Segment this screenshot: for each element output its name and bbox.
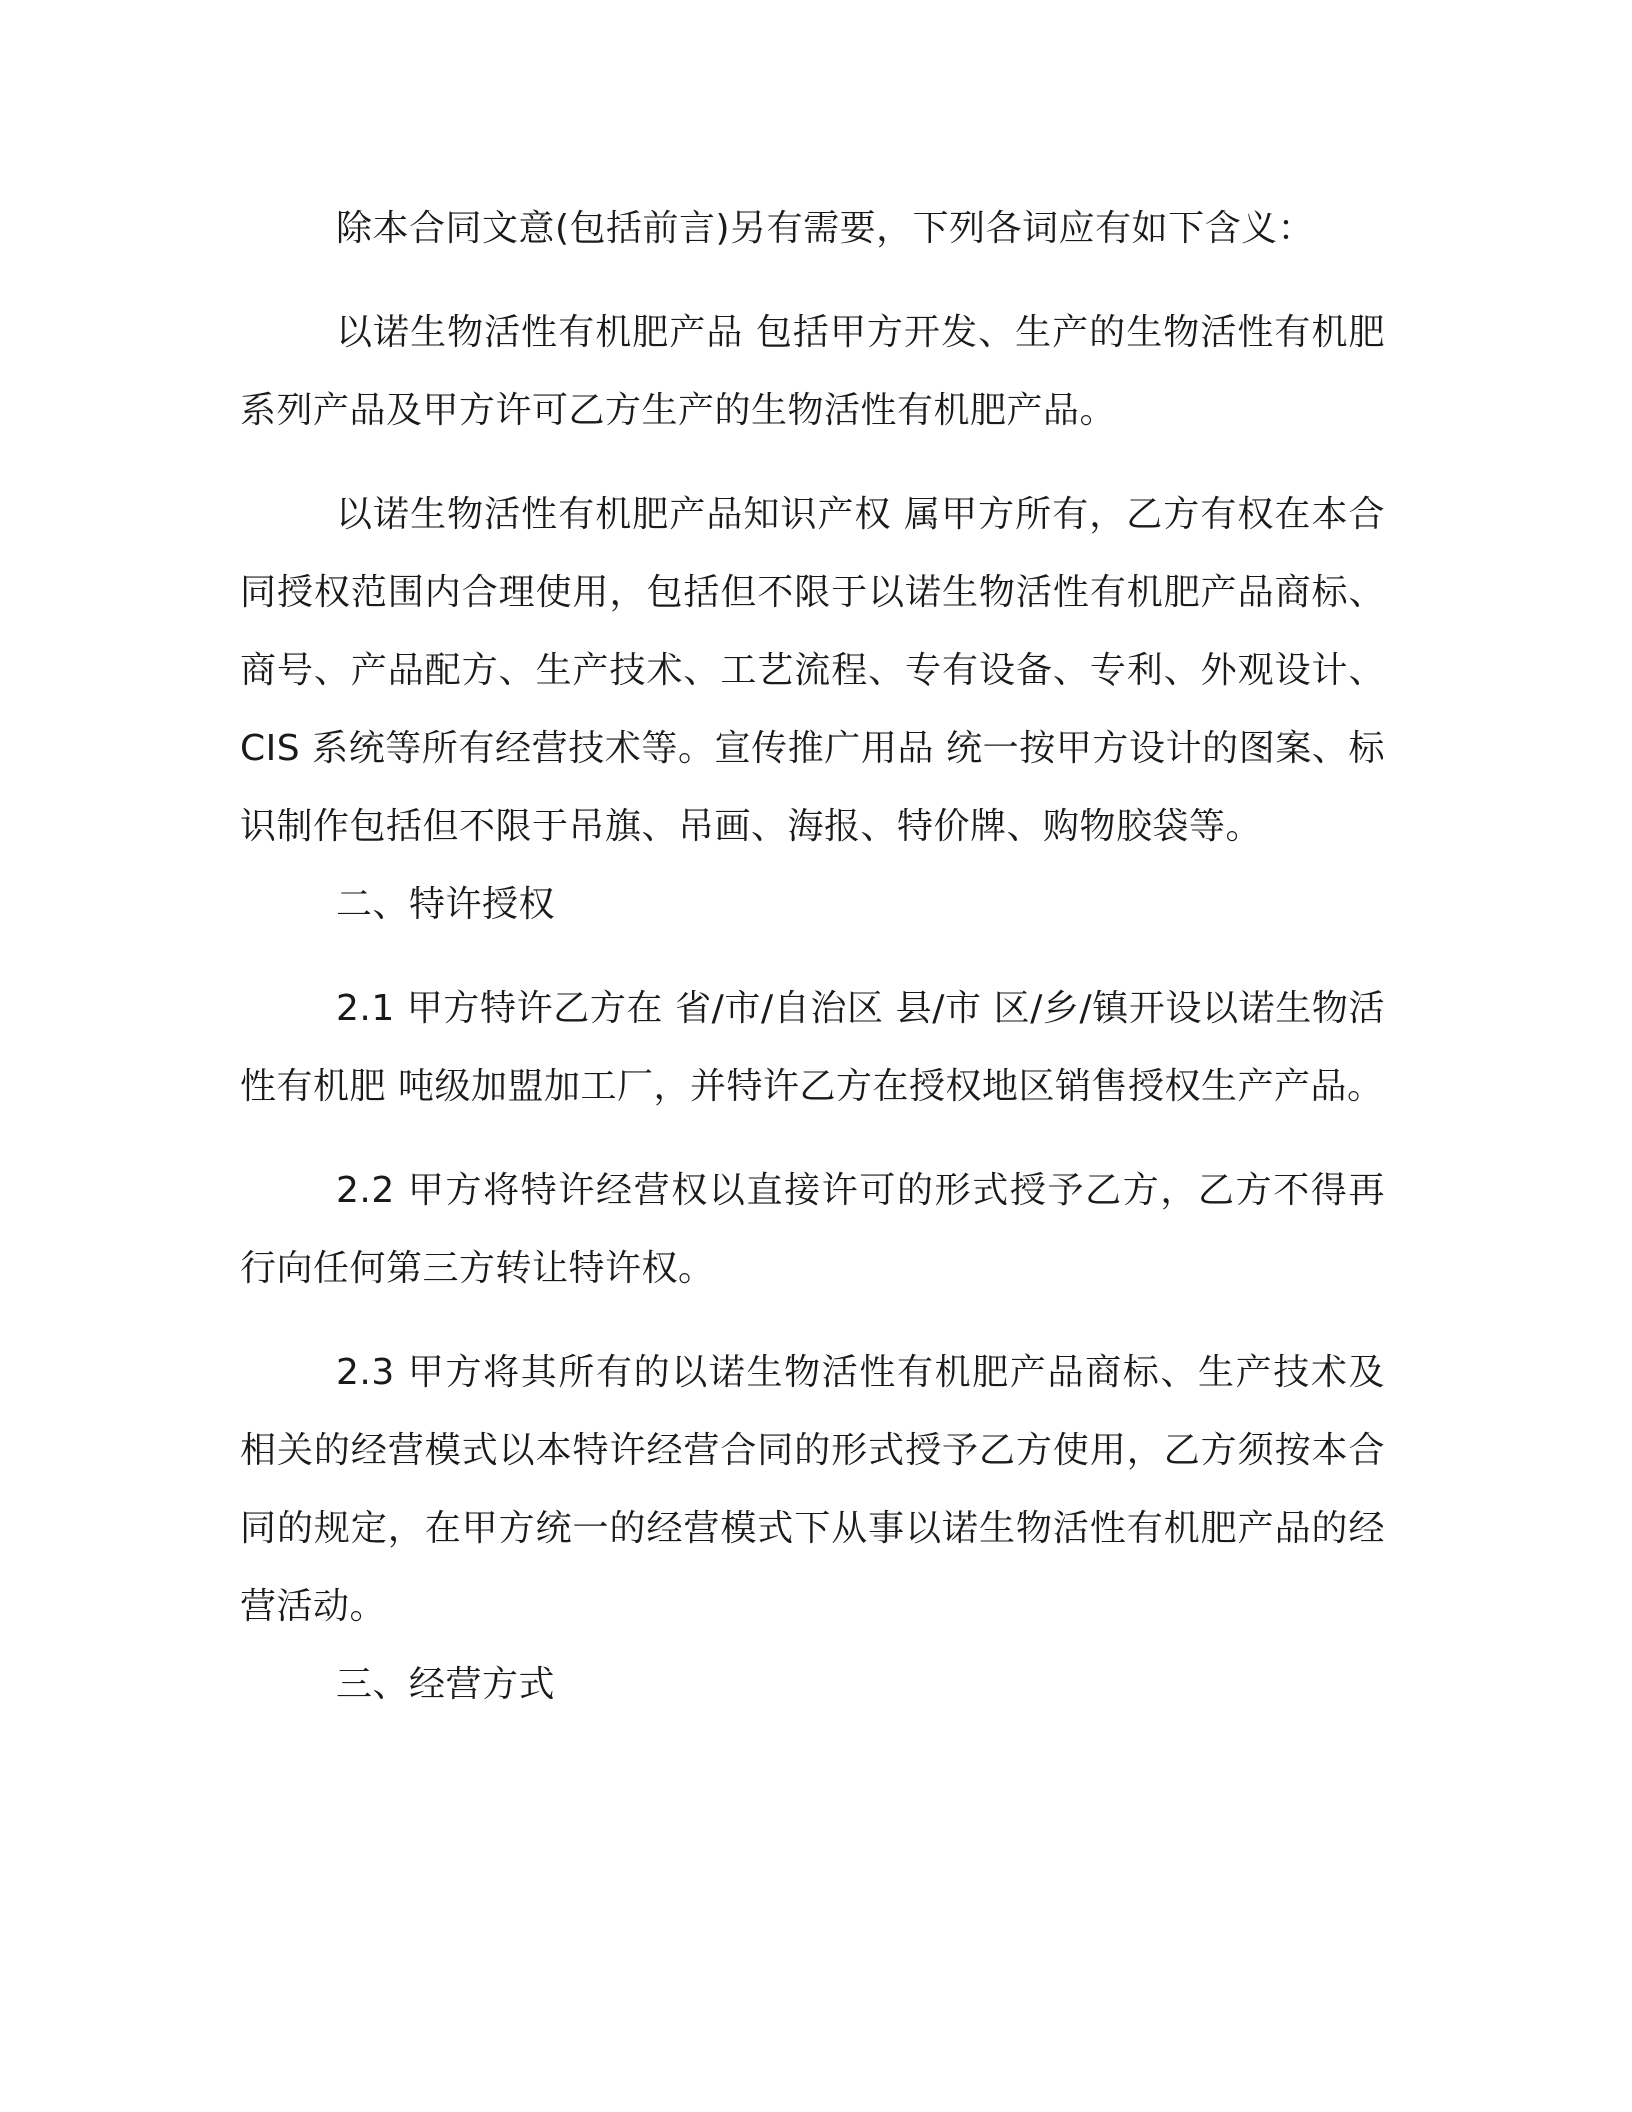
section-heading-operation: 三、经营方式 xyxy=(336,1664,556,1705)
paragraph-ip-definition: 以诺生物活性有机肥产品知识产权 属甲方所有，乙方有权在本合同授权范围内合理使用，包括但不限于以诺生物活性有机肥产品商标、商号、产品配方、生产技术、工艺流程、专有设备、专利、外观设计、CIS 系统等所有经营技术等。宣传推广用品 统一按甲方设计的图案、标识制作包括但不限于吊旗、吊画、海报、特价牌、购物胶袋等。 xyxy=(240,494,1385,847)
paragraph-definitions-intro: 除本合同文意(包括前言)另有需要，下列各词应有如下含义： xyxy=(336,208,1315,249)
paragraph-product-definition: 以诺生物活性有机肥产品 包括甲方开发、生产的生物活性有机肥系列产品及甲方许可乙方生产的生物活性有机肥产品。 xyxy=(240,312,1385,431)
section-heading-licensing: 二、特许授权 xyxy=(336,884,556,925)
clause-2-3: 2.3 甲方将其所有的以诺生物活性有机肥产品商标、生产技术及相关的经营模式以本特许经营合同的形式授予乙方使用，乙方须按本合同的规定，在甲方统一的经营模式下从事以诺生物活性有机肥产品的经营活动。 xyxy=(240,1352,1385,1627)
clause-2-1: 2.1 甲方特许乙方在 省/市/自治区 县/市 区/乡/镇开设以诺生物活性有机肥 吨级加盟加工厂，并特许乙方在授权地区销售授权生产产品。 xyxy=(240,988,1385,1107)
document-body xyxy=(240,190,1385,1724)
clause-2-2: 2.2 甲方将特许经营权以直接许可的形式授予乙方，乙方不得再行向任何第三方转让特许权。 xyxy=(240,1170,1385,1289)
